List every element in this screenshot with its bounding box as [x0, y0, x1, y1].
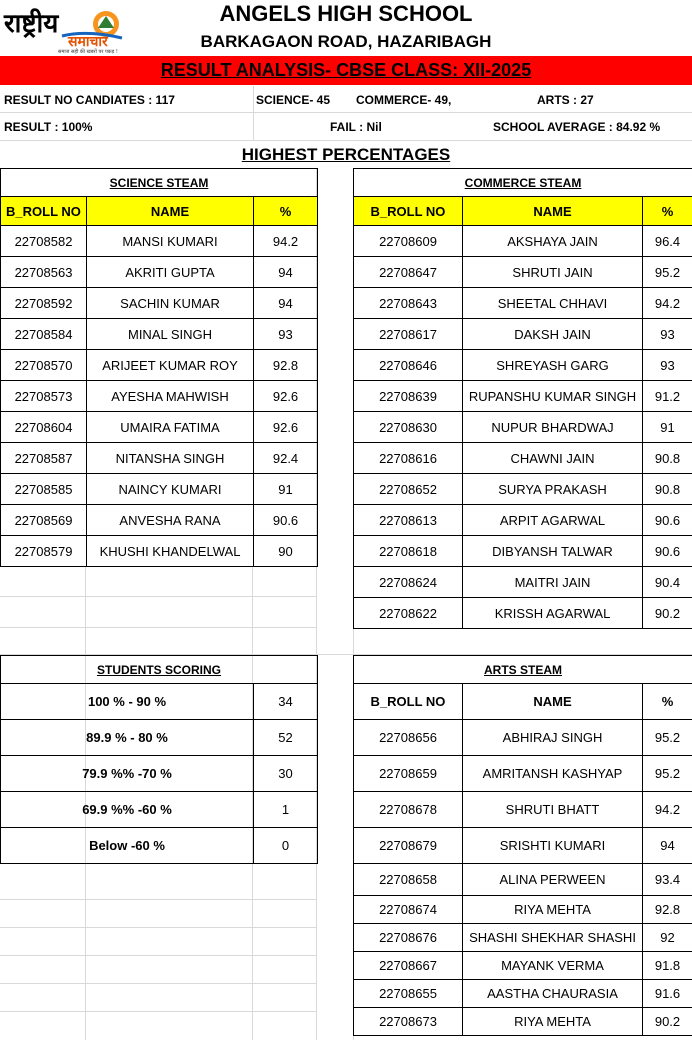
student-name-cell: SHRUTI JAIN [463, 257, 643, 288]
percentage-cell: 92.8 [643, 896, 692, 924]
table-row [1, 474, 318, 505]
percentage-cell: 93 [643, 350, 692, 381]
percentage-cell: 90.8 [643, 474, 692, 505]
table-row [354, 792, 692, 828]
table-row [1, 381, 318, 412]
col-header-percent: % [643, 684, 692, 720]
score-range-cell: 100 % - 90 % [1, 684, 254, 720]
scoring-row [1, 720, 318, 756]
percentage-cell: 91 [254, 474, 318, 505]
table-row [354, 443, 692, 474]
student-name-cell: SHASHI SHEKHAR SHASHI [463, 924, 643, 952]
roll-number-cell: 22708609 [354, 226, 463, 257]
student-name-cell: AYESHA MAHWISH [87, 381, 254, 412]
percentage-cell: 94 [254, 288, 318, 319]
student-name-cell: SHREYASH GARG [463, 350, 643, 381]
percentage-cell: 95.2 [643, 257, 692, 288]
commerce-count: COMMERCE- 49, [356, 92, 452, 107]
percentage-cell: 92.4 [254, 443, 318, 474]
roll-number-cell: 22708585 [1, 474, 87, 505]
roll-number-cell: 22708673 [354, 1008, 463, 1036]
arts-table [353, 655, 692, 1036]
roll-number-cell: 22708582 [1, 226, 87, 257]
percentage-cell: 90.6 [643, 505, 692, 536]
col-header-percent: % [254, 197, 318, 226]
candidates-count: RESULT NO CANDIATES : 117 [4, 92, 175, 107]
roll-number-cell: 22708587 [1, 443, 87, 474]
col-header-roll: B_ROLL NO [1, 197, 87, 226]
percentage-cell: 94 [254, 257, 318, 288]
col-header-name: NAME [463, 197, 643, 226]
scoring-row [1, 756, 318, 792]
student-name-cell: ARPIT AGARWAL [463, 505, 643, 536]
school-address: BARKAGAON ROAD, HAZARIBAGH [200, 32, 492, 51]
table-row [354, 350, 692, 381]
table-row [354, 952, 692, 980]
table-row [1, 536, 318, 567]
score-range-cell: 69.9 %% -60 % [1, 792, 254, 828]
percentage-cell: 95.2 [643, 720, 692, 756]
percentage-cell: 91.8 [643, 952, 692, 980]
science-table-title: SCIENCE STEAM [1, 169, 318, 197]
table-row [1, 443, 318, 474]
percentage-cell: 91 [643, 412, 692, 443]
percentage-cell: 94.2 [643, 792, 692, 828]
student-name-cell: AKRITI GUPTA [87, 257, 254, 288]
roll-number-cell: 22708676 [354, 924, 463, 952]
student-name-cell: SHEETAL CHHAVI [463, 288, 643, 319]
student-name-cell: NUPUR BHARDWAJ [463, 412, 643, 443]
roll-number-cell: 22708563 [1, 257, 87, 288]
roll-number-cell: 22708622 [354, 598, 463, 629]
percentage-cell: 93 [254, 319, 318, 350]
percentage-cell: 94.2 [254, 226, 318, 257]
roll-number-cell: 22708667 [354, 952, 463, 980]
percentage-cell: 93 [643, 319, 692, 350]
score-range-cell: 79.9 %% -70 % [1, 756, 254, 792]
logo-text-bottom: समाचार [68, 34, 108, 50]
col-header-name: NAME [463, 684, 643, 720]
table-row [354, 536, 692, 567]
percentage-cell: 94.2 [643, 288, 692, 319]
highest-percentages-title: HIGHEST PERCENTAGES [241, 145, 451, 164]
logo-text-top: राष्ट्रीय [4, 9, 59, 39]
percentage-cell: 92.6 [254, 381, 318, 412]
table-row [1, 226, 318, 257]
table-row [354, 864, 692, 896]
student-name-cell: SACHIN KUMAR [87, 288, 254, 319]
percentage-cell: 92 [643, 924, 692, 952]
roll-number-cell: 22708658 [354, 864, 463, 896]
percentage-cell: 94 [643, 828, 692, 864]
table-row [354, 505, 692, 536]
percentage-cell: 96.4 [643, 226, 692, 257]
roll-number-cell: 22708674 [354, 896, 463, 924]
col-header-name: NAME [87, 197, 254, 226]
percentage-cell: 90.4 [643, 567, 692, 598]
table-row [1, 319, 318, 350]
roll-number-cell: 22708618 [354, 536, 463, 567]
roll-number-cell: 22708613 [354, 505, 463, 536]
scoring-table-title: STUDENTS SCORING [1, 656, 318, 684]
roll-number-cell: 22708678 [354, 792, 463, 828]
table-row [354, 924, 692, 952]
student-name-cell: SHRUTI BHATT [463, 792, 643, 828]
table-row [354, 896, 692, 924]
student-name-cell: ALINA PERWEEN [463, 864, 643, 896]
student-name-cell: CHAWNI JAIN [463, 443, 643, 474]
percentage-cell: 92.8 [254, 350, 318, 381]
roll-number-cell: 22708570 [1, 350, 87, 381]
student-name-cell: RUPANSHU KUMAR SINGH [463, 381, 643, 412]
logo-tagline: समाज सही की खबरों पर पकड़ ! [58, 49, 118, 55]
roll-number-cell: 22708647 [354, 257, 463, 288]
scoring-row [1, 792, 318, 828]
table-row [354, 319, 692, 350]
roll-number-cell: 22708643 [354, 288, 463, 319]
roll-number-cell: 22708630 [354, 412, 463, 443]
table-row [354, 257, 692, 288]
percentage-cell: 90.2 [643, 1008, 692, 1036]
student-count-cell: 30 [254, 756, 318, 792]
science-table [0, 168, 318, 567]
col-header-percent: % [643, 197, 692, 226]
roll-number-cell: 22708659 [354, 756, 463, 792]
roll-number-cell: 22708624 [354, 567, 463, 598]
table-row [1, 257, 318, 288]
student-name-cell: KHUSHI KHANDELWAL [87, 536, 254, 567]
arts-table-title: ARTS STEAM [354, 656, 692, 684]
student-name-cell: AMRITANSH KASHYAP [463, 756, 643, 792]
percentage-cell: 90.6 [643, 536, 692, 567]
student-name-cell: NAINCY KUMARI [87, 474, 254, 505]
result-banner-title: RESULT ANALYSIS- CBSE CLASS: XII-2025 [160, 60, 532, 80]
percentage-cell: 91.6 [643, 980, 692, 1008]
percentage-cell: 90.2 [643, 598, 692, 629]
student-name-cell: AASTHA CHAURASIA [463, 980, 643, 1008]
student-name-cell: ARIJEET KUMAR ROY [87, 350, 254, 381]
scoring-row [1, 828, 318, 864]
student-name-cell: ANVESHA RANA [87, 505, 254, 536]
table-row [354, 720, 692, 756]
percentage-cell: 92.6 [254, 412, 318, 443]
commerce-table [353, 168, 692, 629]
table-row [354, 567, 692, 598]
student-count-cell: 34 [254, 684, 318, 720]
table-row [354, 980, 692, 1008]
science-header-row [1, 197, 318, 226]
table-row [354, 756, 692, 792]
roll-number-cell: 22708655 [354, 980, 463, 1008]
percentage-cell: 90 [254, 536, 318, 567]
student-name-cell: MANSI KUMARI [87, 226, 254, 257]
student-name-cell: UMAIRA FATIMA [87, 412, 254, 443]
school-average: SCHOOL AVERAGE : 84.92 % [493, 120, 661, 134]
roll-number-cell: 22708639 [354, 381, 463, 412]
percentage-cell: 93.4 [643, 864, 692, 896]
result-banner [0, 56, 692, 85]
students-scoring-table [0, 655, 318, 864]
student-name-cell: AKSHAYA JAIN [463, 226, 643, 257]
table-row [354, 412, 692, 443]
table-row [1, 350, 318, 381]
science-count: SCIENCE- 45 [256, 92, 331, 107]
table-row [354, 828, 692, 864]
commerce-table-title: COMMERCE STEAM [354, 169, 692, 197]
school-name: ANGELS HIGH SCHOOL [219, 0, 473, 26]
scoring-row [1, 684, 318, 720]
student-name-cell: RIYA MEHTA [463, 1008, 643, 1036]
student-count-cell: 0 [254, 828, 318, 864]
roll-number-cell: 22708646 [354, 350, 463, 381]
table-row [1, 412, 318, 443]
score-range-cell: 89.9 % - 80 % [1, 720, 254, 756]
percentage-cell: 95.2 [643, 756, 692, 792]
roll-number-cell: 22708569 [1, 505, 87, 536]
student-name-cell: DAKSH JAIN [463, 319, 643, 350]
roll-number-cell: 22708579 [1, 536, 87, 567]
score-range-cell: Below -60 % [1, 828, 254, 864]
newspaper-logo [2, 2, 137, 60]
table-row [354, 226, 692, 257]
roll-number-cell: 22708617 [354, 319, 463, 350]
percentage-cell: 90.8 [643, 443, 692, 474]
table-row [354, 598, 692, 629]
student-name-cell: SRISHTI KUMARI [463, 828, 643, 864]
percentage-cell: 91.2 [643, 381, 692, 412]
arts-count: ARTS : 27 [537, 92, 594, 107]
roll-number-cell: 22708573 [1, 381, 87, 412]
student-name-cell: RIYA MEHTA [463, 896, 643, 924]
roll-number-cell: 22708584 [1, 319, 87, 350]
student-count-cell: 1 [254, 792, 318, 828]
arts-header-row [354, 684, 692, 720]
student-name-cell: MAITRI JAIN [463, 567, 643, 598]
table-row [1, 505, 318, 536]
student-count-cell: 52 [254, 720, 318, 756]
student-name-cell: ABHIRAJ SINGH [463, 720, 643, 756]
student-name-cell: MINAL SINGH [87, 319, 254, 350]
table-row [354, 474, 692, 505]
table-row [354, 288, 692, 319]
student-name-cell: SURYA PRAKASH [463, 474, 643, 505]
student-name-cell: MAYANK VERMA [463, 952, 643, 980]
roll-number-cell: 22708656 [354, 720, 463, 756]
result-percent: RESULT : 100% [4, 120, 93, 134]
table-row [354, 381, 692, 412]
col-header-roll: B_ROLL NO [354, 197, 463, 226]
roll-number-cell: 22708592 [1, 288, 87, 319]
roll-number-cell: 22708604 [1, 412, 87, 443]
student-name-cell: NITANSHA SINGH [87, 443, 254, 474]
percentage-cell: 90.6 [254, 505, 318, 536]
roll-number-cell: 22708616 [354, 443, 463, 474]
roll-number-cell: 22708679 [354, 828, 463, 864]
student-name-cell: KRISSH AGARWAL [463, 598, 643, 629]
fail-count: FAIL : Nil [330, 120, 382, 134]
roll-number-cell: 22708652 [354, 474, 463, 505]
commerce-header-row [354, 197, 692, 226]
table-row [354, 1008, 692, 1036]
table-row [1, 288, 318, 319]
student-name-cell: DIBYANSH TALWAR [463, 536, 643, 567]
col-header-roll: B_ROLL NO [354, 684, 463, 720]
